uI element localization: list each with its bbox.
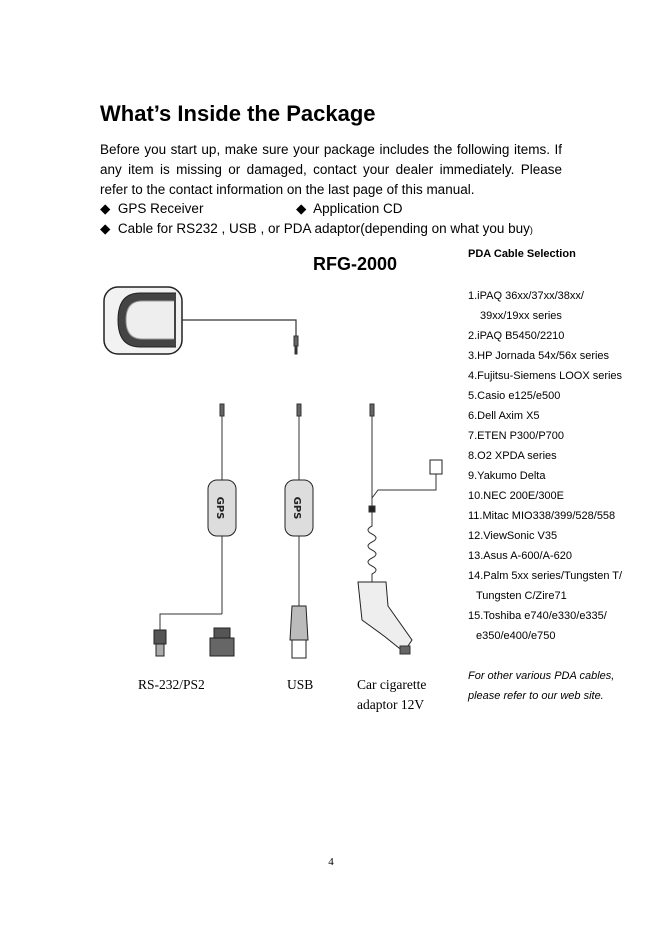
model-name: RFG-2000 [313,254,398,274]
list-item: 4.Fujitsu-Siemens LOOX series [468,370,623,382]
list-item: 8.O2 XPDA series [468,450,557,462]
caption-usb: USB [287,677,314,692]
list-item: 7.ETEN P300/P700 [468,430,565,442]
diamond-bullet-icon: ◆ [100,221,111,236]
list-item: 1.iPAQ 36xx/37xx/38xx/ [468,290,584,302]
list-item: 39xx/19xx series [480,310,562,322]
caption-rs232: RS-232/PS2 [138,677,205,692]
gps-logo-usb: GPS [291,496,302,520]
list-item: 3.HP Jornada 54x/56x series [468,350,610,362]
diamond-bullet-icon: ◆ [296,201,307,216]
list-item: 15.Toshiba e740/e330/e335/ [468,610,607,622]
caption-car-line2: adaptor 12V [357,697,425,712]
caption-car-line1: Car cigarette [357,677,427,692]
list-item: 2.iPAQ B5450/2210 [468,330,565,342]
section-heading: What’s Inside the Package [100,101,376,126]
list-item: 13.Asus A-600/A-620 [468,550,572,562]
page-number: 4 [328,856,334,868]
pda-note-line1: For other various PDA cables, [468,670,615,682]
usb-cable-drawing [285,404,313,658]
bullet-text: Cable for RS232 , USB , or PDA adaptor(depending on what you buy [117,221,530,236]
diamond-bullet-icon: ◆ [100,201,111,216]
list-item: 6.Dell Axim X5 [468,410,540,422]
list-item: e350/e400/e750 [476,630,556,642]
pda-heading: PDA Cable Selection [468,248,576,260]
intro-paragraph: Before you start up, make sure your package includes the following items. If any item is missing or damaged, contact your dealer immediately. Please refer to the contact information on the last page of this manual. [100,142,562,197]
list-item: 10.NEC 200E/300E [468,490,565,502]
list-item: 12.ViewSonic V35 [468,530,558,542]
list-item: 14.Palm 5xx series/Tungsten T/ [468,570,623,582]
pda-note-line2: please refer to our web site. [468,690,604,702]
list-item: 11.Mitac MIO338/399/528/558 [468,510,616,522]
gps-receiver-drawing [104,287,298,354]
pda-note [468,666,614,706]
gps-logo-rs232: GPS [214,496,225,520]
list-item: Tungsten C/Zire71 [476,590,567,602]
bullet-text: GPS Receiver [117,201,204,216]
list-item: 9.Yakumo Delta [468,470,546,482]
car-adaptor-drawing [358,404,442,654]
rs232-cable-drawing [154,404,236,656]
bullet-text: Application CD [313,201,403,216]
list-item: 5.Casio e125/e500 [468,390,561,402]
pda-cable-list [468,286,622,646]
bullet-paren: ) [529,225,533,235]
